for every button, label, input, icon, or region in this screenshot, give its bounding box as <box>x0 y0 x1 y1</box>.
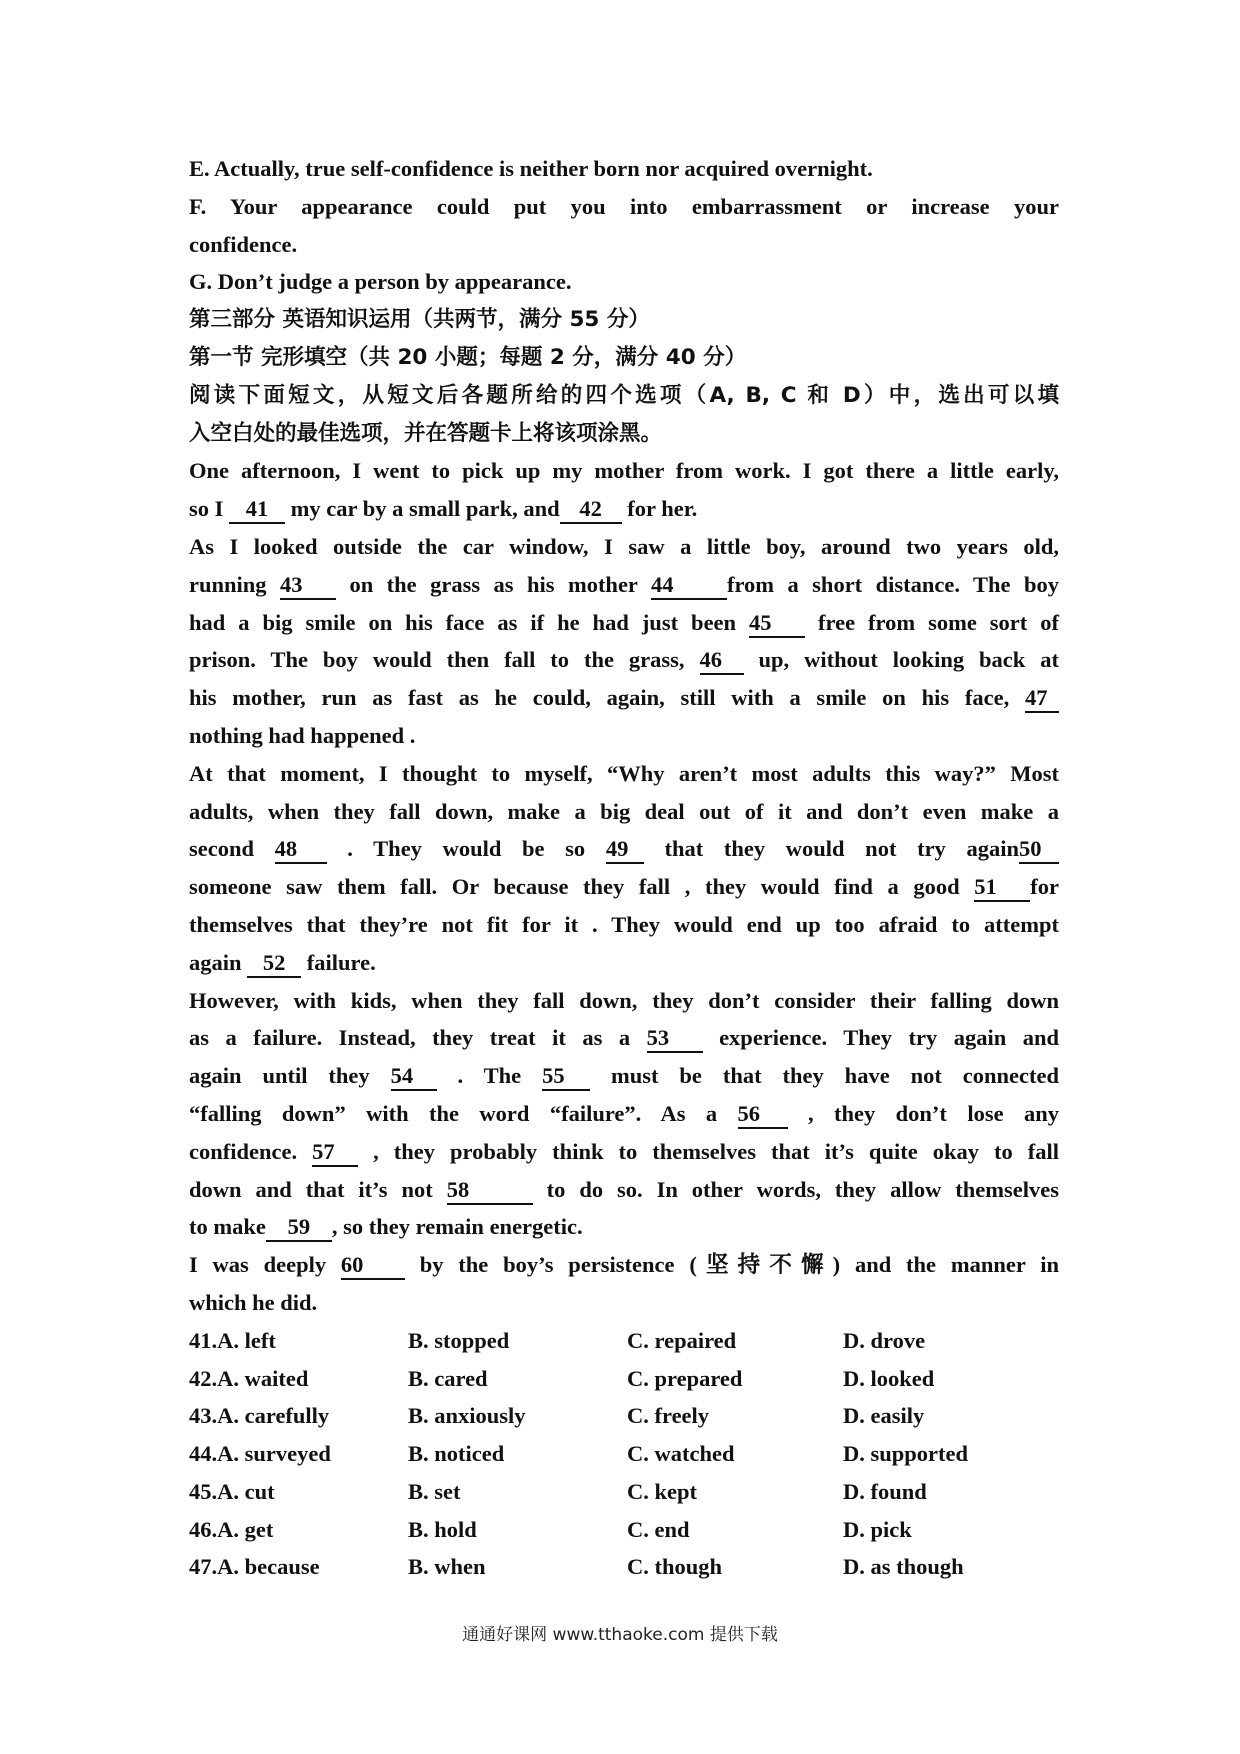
passage-line: At that moment, I thought to myself, “Why aren’t most adults this way?” Most <box>189 760 1059 786</box>
blank-48: 48 <box>275 836 327 864</box>
blank-44: 44 <box>651 572 727 600</box>
passage-line: However, with kids, when they fall down, they don’t consider their falling down <box>189 987 1059 1013</box>
option-f: F. Your appearance could put you into embarrassment or increase your <box>189 193 1059 219</box>
section-heading: 第三部分 英语知识运用（共两节，满分 55 分） <box>189 307 650 333</box>
blank-54: 54 <box>391 1063 437 1091</box>
option-g: G. Don’t judge a person by appearance. <box>189 269 572 295</box>
passage-line: which he did. <box>189 1289 318 1315</box>
blank-46: 46 <box>700 647 744 675</box>
instructions-line-1: 阅读下面短文，从短文后各题所给的四个选项（A, B, C 和 D）中，选出可以填 <box>189 382 1059 408</box>
passage-line: to make 59 , so they remain energetic. <box>189 1208 1059 1246</box>
blank-45: 45 <box>749 610 805 638</box>
blank-43: 43 <box>280 572 336 600</box>
passage-line: As I looked outside the car window, I saw a little boy, around two years old, <box>189 533 1059 559</box>
passage-line: someone saw them fall. Or because they fall , they would find a good 51 for <box>189 868 1059 906</box>
passage-line: second 48 . They would be so 49 that they would not try again50 <box>189 830 1059 868</box>
passage-line: as a failure. Instead, they treat it as a 53 experience. They try again and <box>189 1019 1059 1057</box>
blank-56: 56 <box>738 1101 788 1129</box>
subsection-heading: 第一节 完形填空（共 20 小题；每题 2 分，满分 40 分） <box>189 344 747 370</box>
choice-row: 42.A. waited B. cared C. prepared D. looked <box>189 1365 935 1391</box>
passage-line: One afternoon, I went to pick up my mother from work. I got there a little early, <box>189 458 1059 484</box>
choice-row: 41.A. left B. stopped C. repaired D. drove <box>189 1327 926 1353</box>
instructions-line-2: 入空白处的最佳选项，并在答题卡上将该项涂黑。 <box>189 420 663 446</box>
passage-line: “falling down” with the word “failure”. As a 56 , they don’t lose any <box>189 1095 1059 1133</box>
passage-line: themselves that they’re not fit for it . They would end up too afraid to attempt <box>189 911 1059 937</box>
blank-60: 60 <box>341 1252 405 1280</box>
choice-row: 45.A. cut B. set C. kept D. found <box>189 1478 927 1504</box>
passage-line: had a big smile on his face as if he had just been 45 free from some sort of <box>189 604 1059 642</box>
page-footer: 通通好课网 www.tthaoke.com 提供下载 <box>462 1625 778 1645</box>
blank-49: 49 <box>606 836 644 864</box>
passage-line: adults, when they fall down, make a big deal out of it and don’t even make a <box>189 798 1059 824</box>
blank-41: 41 <box>229 496 285 524</box>
blank-42: 42 <box>560 496 622 524</box>
answer-choices <box>189 1322 1059 1587</box>
choice-row: 46.A. get B. hold C. end D. pick <box>189 1516 912 1542</box>
choice-row: 47.A. because B. when C. though D. as though <box>189 1554 964 1580</box>
blank-58: 58 <box>447 1177 533 1205</box>
passage-line: confidence. 57 , they probably think to themselves that it’s quite okay to fall <box>189 1133 1059 1171</box>
passage-line: his mother, run as fast as he could, again, still with a smile on his face, 47 <box>189 679 1059 717</box>
choice-row: 44.A. surveyed B. noticed C. watched D. supported <box>189 1441 969 1467</box>
blank-55: 55 <box>542 1063 590 1091</box>
blank-53: 53 <box>647 1025 703 1053</box>
choice-row: 43.A. carefully B. anxiously C. freely D. easily <box>189 1403 925 1429</box>
passage-line: prison. The boy would then fall to the grass, 46 up, without looking back at <box>189 641 1059 679</box>
exam-page <box>189 150 1059 1586</box>
passage-line: running 43 on the grass as his mother 44 from a short distance. The boy <box>189 566 1059 604</box>
blank-59: 59 <box>266 1214 332 1242</box>
passage-line: I was deeply 60 by the boy’s persistence (坚持不懈) and the manner in <box>189 1246 1059 1284</box>
passage-line: again 52 failure. <box>189 944 1059 982</box>
option-e: E. Actually, true self-confidence is neither born nor acquired overnight. <box>189 156 873 181</box>
blank-50: 50 <box>1019 836 1059 864</box>
blank-57: 57 <box>312 1139 358 1167</box>
passage-line: nothing had happened . <box>189 722 416 748</box>
option-f-cont: confidence. <box>189 231 298 257</box>
passage-line: so I 41 my car by a small park, and 42 for her. <box>189 490 1059 528</box>
passage-line: down and that it’s not 58 to do so. In other words, they allow themselves <box>189 1171 1059 1209</box>
blank-52: 52 <box>247 950 301 978</box>
blank-51: 51 <box>974 874 1030 902</box>
passage-line: again until they 54 . The 55 must be that they have not connected <box>189 1057 1059 1095</box>
blank-47: 47 <box>1025 685 1059 713</box>
